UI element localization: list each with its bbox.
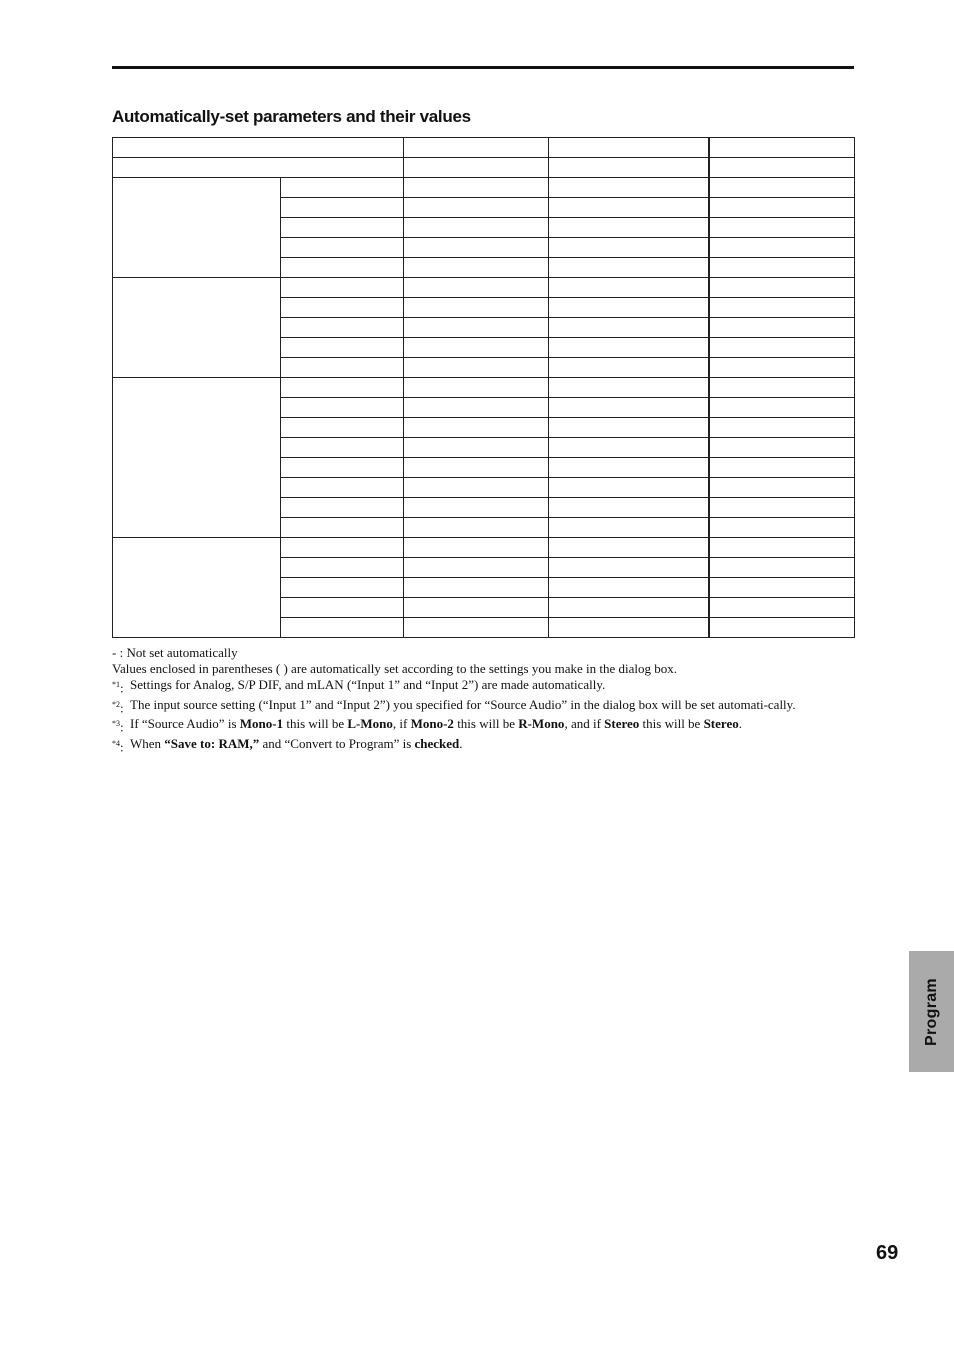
page-number: 69 xyxy=(876,1242,899,1264)
footnote-4: $^{*4}$: When “Save to: RAM,” and “Convert to Program” is checked. xyxy=(112,736,852,756)
table-row xyxy=(113,538,855,558)
footnote-mark: *1 xyxy=(112,680,120,690)
footnote-text: The input source setting (“Input 1” and “Input 2”) you specified for “Source Audio” in the dialog box will be set automati-cally. xyxy=(130,696,796,712)
footnote-mark: *4 xyxy=(112,739,120,748)
parameters-table xyxy=(112,137,855,638)
footnote-text: If “Source Audio” is Mono-1 this will be L-Mono, if Mono-2 this will be R-Mono, and if Stereo this will be Stereo. xyxy=(130,716,742,732)
group-cell xyxy=(113,378,281,538)
table-row xyxy=(113,378,855,398)
footnote-text: Settings for Analog, S/P DIF, and mLAN (“Input 1” and “Input 2”) are made automatically. xyxy=(130,677,606,693)
section-title: Automatically-set parameters and their values xyxy=(112,107,471,126)
footnote-2: $^{*2}$: The input source setting (“Input 1” and “Input 2”) you specified for “Source Audio” in the dialog box will be set automati-cally. xyxy=(112,697,852,717)
group-cell xyxy=(113,538,281,638)
table-row xyxy=(113,178,855,198)
footnote-text: When “Save to: RAM,” and “Convert to Program” is checked. xyxy=(130,736,463,751)
footnote-mark: *2 xyxy=(112,699,120,709)
footnote-1: $^{*1}$: Settings for Analog, S/P DIF, and mLAN (“Input 1” and “Input 2”) are made automatically. xyxy=(112,677,852,697)
group-cell xyxy=(113,278,281,378)
side-tab-label: Program xyxy=(922,977,940,1046)
footnote-3: $^{*3}$: If “Source Audio” is Mono-1 this will be L-Mono, if Mono-2 this will be R-Mono, and if Stereo this will be Stereo. xyxy=(112,716,852,736)
group-cell xyxy=(113,178,281,278)
top-rule xyxy=(112,66,854,69)
section-side-tab xyxy=(909,951,954,1072)
table-notes xyxy=(112,645,852,756)
table-row xyxy=(113,278,855,298)
parentheses-note: Values enclosed in parentheses ( ) are automatically set according to the settings you make in the dialog box. xyxy=(112,661,677,677)
table-row xyxy=(113,158,855,178)
table-header-row xyxy=(113,138,855,158)
footnote-mark: *3 xyxy=(112,719,120,729)
not-set-note: - : Not set automatically xyxy=(112,645,238,660)
